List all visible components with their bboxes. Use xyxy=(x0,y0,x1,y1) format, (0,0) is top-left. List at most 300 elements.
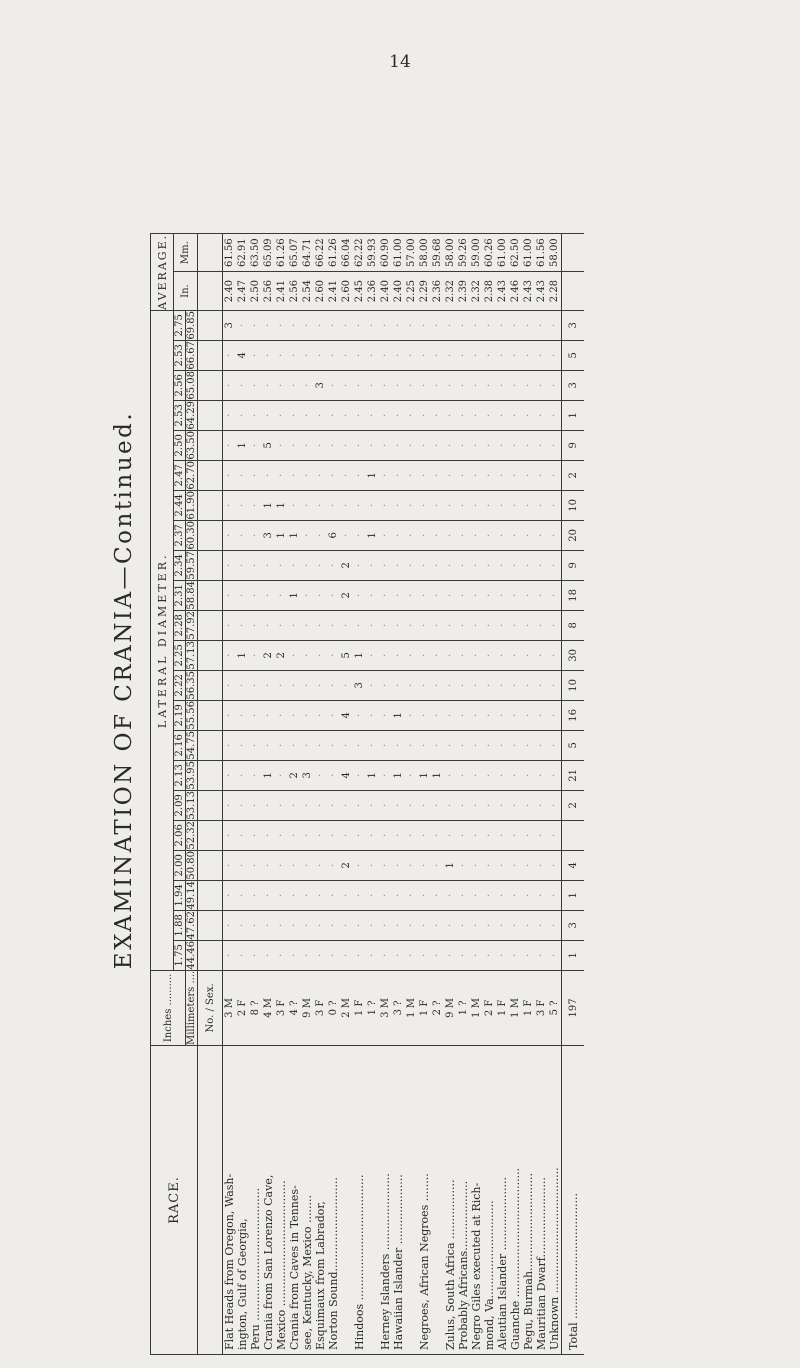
count-cell: · xyxy=(288,490,301,520)
count-cell: · xyxy=(236,550,249,580)
count-cell: · xyxy=(314,940,327,970)
count-cell: · xyxy=(457,760,470,790)
row-number: 2 xyxy=(237,1009,248,1017)
mm-tick: 53.95 xyxy=(186,761,197,790)
count-cell: · xyxy=(457,520,470,550)
count-cell: · xyxy=(431,520,444,550)
count-cell: · xyxy=(535,910,548,940)
count-cell: · xyxy=(314,430,327,460)
count-cell: · xyxy=(522,550,535,580)
race-label: Negroes, African Negroes ........ xyxy=(418,1046,431,1355)
total-count xyxy=(562,820,585,850)
count-cell: · xyxy=(509,700,522,730)
inch-tick: 2.25 xyxy=(174,640,186,670)
count-cell: · xyxy=(379,730,392,760)
count-cell: · xyxy=(431,400,444,430)
count-cell: · xyxy=(262,310,275,340)
count-cell: 3 xyxy=(353,670,366,700)
count-cell: · xyxy=(392,910,405,940)
inch-tick: 2.53 xyxy=(174,400,186,430)
sex-header: Sex. xyxy=(204,983,216,1005)
count-cell: · xyxy=(236,700,249,730)
count-cell: · xyxy=(236,880,249,910)
count-cell: · xyxy=(509,940,522,970)
count-cell: · xyxy=(275,760,288,790)
count-cell: · xyxy=(483,730,496,760)
count-cell: 1 xyxy=(366,520,379,550)
count-cell: · xyxy=(431,370,444,400)
count-cell: · xyxy=(327,850,340,880)
count-cell: · xyxy=(327,340,340,370)
mm-tick: 63.50 xyxy=(186,431,197,460)
count-cell: · xyxy=(457,610,470,640)
mm-tick: 56.35 xyxy=(186,671,197,700)
count-cell: · xyxy=(483,790,496,820)
count-cell: · xyxy=(249,430,262,460)
count-cell: · xyxy=(366,910,379,940)
race-label: mond, Va............................ xyxy=(483,1046,496,1355)
spacer-cell xyxy=(198,460,223,490)
mm-tick: 65.08 xyxy=(186,371,197,400)
table-row xyxy=(379,233,392,1354)
count-cell: · xyxy=(522,790,535,820)
table-row xyxy=(275,233,288,1354)
spacer-cell xyxy=(198,820,223,850)
count-cell: · xyxy=(340,340,353,370)
row-number: 3 xyxy=(276,1009,287,1017)
count-cell: · xyxy=(522,580,535,610)
count-cell: · xyxy=(418,940,431,970)
table-row xyxy=(314,233,327,1354)
count-cell: · xyxy=(405,910,418,940)
count-cell: · xyxy=(522,910,535,940)
total-count: 30 xyxy=(562,640,585,670)
count-cell: · xyxy=(444,880,457,910)
count-cell: · xyxy=(314,640,327,670)
count-cell: · xyxy=(366,640,379,670)
count-cell: 4 xyxy=(340,700,353,730)
count-cell: · xyxy=(548,460,562,490)
count-cell: · xyxy=(509,520,522,550)
count-cell: · xyxy=(249,520,262,550)
avg-mm-cell: 61.00 xyxy=(496,233,509,271)
inch-tick: 1.75 xyxy=(174,940,186,970)
spacer-cell xyxy=(198,310,223,340)
count-cell: · xyxy=(223,670,237,700)
count-cell: · xyxy=(275,580,288,610)
count-cell: · xyxy=(444,400,457,430)
count-cell: · xyxy=(301,340,314,370)
count-cell: · xyxy=(327,730,340,760)
count-cell: · xyxy=(223,820,237,850)
count-cell: · xyxy=(262,940,275,970)
avg-in-cell: 2.28 xyxy=(548,272,562,310)
count-cell: · xyxy=(366,370,379,400)
count-cell: · xyxy=(275,400,288,430)
count-cell: · xyxy=(522,400,535,430)
table-row xyxy=(262,233,275,1354)
count-cell: · xyxy=(223,640,237,670)
count-cell: · xyxy=(548,610,562,640)
count-cell: · xyxy=(496,610,509,640)
count-cell: · xyxy=(496,310,509,340)
spacer-cell xyxy=(198,430,223,460)
count-cell: · xyxy=(405,310,418,340)
count-cell: · xyxy=(535,340,548,370)
count-cell: · xyxy=(223,790,237,820)
spacer-cell xyxy=(198,880,223,910)
count-cell: · xyxy=(301,670,314,700)
count-cell: · xyxy=(249,310,262,340)
count-cell: · xyxy=(457,640,470,670)
count-cell: · xyxy=(262,700,275,730)
table-row xyxy=(392,233,405,1354)
count-cell: · xyxy=(288,610,301,640)
count-cell: · xyxy=(418,610,431,640)
total-count: 3 xyxy=(562,910,585,940)
avg-mm-cell: 62.22 xyxy=(353,233,366,271)
count-cell: · xyxy=(431,460,444,490)
count-cell: 1 xyxy=(262,490,275,520)
count-cell: · xyxy=(483,370,496,400)
mm-tick: 58.84 xyxy=(186,581,197,610)
count-cell: · xyxy=(327,760,340,790)
count-cell: · xyxy=(288,460,301,490)
table-row xyxy=(457,233,470,1354)
count-cell: · xyxy=(275,820,288,850)
no-sex-cell xyxy=(366,970,379,1045)
count-cell: · xyxy=(340,490,353,520)
count-cell: · xyxy=(444,610,457,640)
count-cell: · xyxy=(223,430,237,460)
count-cell: · xyxy=(301,850,314,880)
avg-mm-cell: 59.68 xyxy=(431,233,444,271)
count-cell: · xyxy=(509,430,522,460)
count-cell: 3 xyxy=(314,370,327,400)
table-row xyxy=(509,233,522,1354)
race-header: RACE. xyxy=(151,1046,198,1355)
count-cell: · xyxy=(353,340,366,370)
count-cell: · xyxy=(535,700,548,730)
mm-tick: 62.70 xyxy=(186,461,197,490)
mm-tick: 44.46 xyxy=(186,941,197,970)
count-cell: · xyxy=(405,490,418,520)
count-cell: · xyxy=(288,730,301,760)
row-sex: M xyxy=(224,998,235,1009)
count-cell: · xyxy=(444,370,457,400)
count-cell: · xyxy=(509,400,522,430)
count-cell: · xyxy=(548,820,562,850)
count-cell: · xyxy=(288,400,301,430)
count-cell: · xyxy=(483,310,496,340)
count-cell: · xyxy=(301,610,314,640)
count-cell: · xyxy=(366,790,379,820)
row-sex: M xyxy=(510,998,521,1009)
spacer-cell xyxy=(198,520,223,550)
count-cell: · xyxy=(353,310,366,340)
count-cell: · xyxy=(327,700,340,730)
row-sex: M xyxy=(263,998,274,1009)
spacer-cell xyxy=(198,760,223,790)
count-cell: · xyxy=(223,730,237,760)
count-cell: · xyxy=(444,580,457,610)
count-cell: · xyxy=(392,850,405,880)
count-cell: · xyxy=(249,700,262,730)
count-cell: · xyxy=(496,820,509,850)
row-sex: M xyxy=(302,998,313,1009)
no-sex-cell xyxy=(314,970,327,1045)
count-cell: · xyxy=(223,400,237,430)
count-cell: · xyxy=(301,550,314,580)
count-cell: · xyxy=(249,580,262,610)
count-cell: · xyxy=(418,670,431,700)
race-label: Aleutian Islander ..................... xyxy=(496,1046,509,1355)
count-cell: · xyxy=(288,880,301,910)
count-cell: · xyxy=(379,340,392,370)
row-sex: ? xyxy=(289,1000,300,1006)
row-number: 8 xyxy=(250,1009,261,1016)
count-cell: · xyxy=(483,880,496,910)
count-cell: · xyxy=(249,460,262,490)
total-count: 16 xyxy=(562,700,585,730)
count-cell: · xyxy=(522,640,535,670)
mm-tick: 60.30 xyxy=(186,521,197,550)
count-cell: 1 xyxy=(431,760,444,790)
count-cell: · xyxy=(535,820,548,850)
no-sex-cell xyxy=(405,970,418,1045)
count-cell: · xyxy=(353,910,366,940)
avg-in-cell: 2.41 xyxy=(275,272,288,310)
count-cell: · xyxy=(327,610,340,640)
avg-mm-cell: 57.00 xyxy=(405,233,418,271)
count-cell: · xyxy=(223,550,237,580)
count-cell: · xyxy=(470,850,483,880)
avg-mm-cell: 65.09 xyxy=(262,233,275,271)
count-cell: · xyxy=(535,580,548,610)
count-cell: · xyxy=(288,310,301,340)
count-cell: · xyxy=(379,490,392,520)
race-label: Peru ...................................... xyxy=(249,1046,262,1355)
count-cell: · xyxy=(327,430,340,460)
count-cell: · xyxy=(457,880,470,910)
count-cell: · xyxy=(457,850,470,880)
count-cell: · xyxy=(470,460,483,490)
row-sex: ? xyxy=(432,1000,443,1006)
count-cell: · xyxy=(392,610,405,640)
race-label: Hindoos .................................... xyxy=(353,1046,366,1355)
count-cell: · xyxy=(483,400,496,430)
count-cell: · xyxy=(418,370,431,400)
count-cell: · xyxy=(301,640,314,670)
count-cell: · xyxy=(470,520,483,550)
count-cell: 2 xyxy=(288,760,301,790)
count-cell: · xyxy=(470,490,483,520)
count-cell: · xyxy=(405,880,418,910)
spacer-cell xyxy=(198,340,223,370)
table-row xyxy=(353,233,366,1354)
count-cell: · xyxy=(535,460,548,490)
count-cell: · xyxy=(509,370,522,400)
no-sex-cell xyxy=(236,970,249,1045)
count-cell: · xyxy=(379,910,392,940)
count-cell: · xyxy=(379,610,392,640)
count-cell: · xyxy=(496,580,509,610)
count-cell: · xyxy=(444,910,457,940)
avg-in-header: In. xyxy=(174,272,198,310)
count-cell: · xyxy=(509,790,522,820)
mm-tick: 66.67 xyxy=(186,341,197,370)
count-cell: · xyxy=(392,370,405,400)
inch-tick: 2.50 xyxy=(174,430,186,460)
count-cell: · xyxy=(509,670,522,700)
count-cell: · xyxy=(535,730,548,760)
count-cell: · xyxy=(470,790,483,820)
count-cell: · xyxy=(418,790,431,820)
count-cell: · xyxy=(392,640,405,670)
row-sex: ? xyxy=(250,1000,261,1006)
race-label xyxy=(405,1046,418,1355)
no-sex-cell xyxy=(548,970,562,1045)
avg-mm-cell: 60.26 xyxy=(483,233,496,271)
avg-in-cell: 2.36 xyxy=(431,272,444,310)
row-sex: M xyxy=(341,998,352,1009)
row-number: 1 xyxy=(510,1011,521,1018)
count-cell: · xyxy=(366,670,379,700)
no-sex-cell xyxy=(509,970,522,1045)
count-cell: · xyxy=(236,910,249,940)
spacer-cell xyxy=(198,670,223,700)
row-number: 4 xyxy=(263,1011,274,1018)
avg-mm-cell: 66.04 xyxy=(340,233,353,271)
count-cell: · xyxy=(340,370,353,400)
count-cell: · xyxy=(301,400,314,430)
count-cell: · xyxy=(548,520,562,550)
count-cell: · xyxy=(405,700,418,730)
count-cell: · xyxy=(418,310,431,340)
count-cell: · xyxy=(249,790,262,820)
count-cell: · xyxy=(366,340,379,370)
count-cell: · xyxy=(223,940,237,970)
count-cell: · xyxy=(470,430,483,460)
row-sex: F xyxy=(354,999,365,1007)
count-cell: · xyxy=(535,850,548,880)
count-cell: · xyxy=(483,670,496,700)
count-cell: · xyxy=(353,850,366,880)
count-cell: · xyxy=(496,550,509,580)
row-number: 1 xyxy=(354,1009,365,1017)
count-cell: 3 xyxy=(301,760,314,790)
count-cell: · xyxy=(405,670,418,700)
race-label: Negro Giles executed at Rich- xyxy=(470,1046,483,1355)
count-cell: · xyxy=(327,670,340,700)
count-cell: · xyxy=(392,430,405,460)
count-cell: · xyxy=(366,850,379,880)
avg-mm-cell: 61.56 xyxy=(223,233,237,271)
count-cell: · xyxy=(392,340,405,370)
row-number: 0 xyxy=(328,1009,339,1016)
count-cell: · xyxy=(249,940,262,970)
race-label: Pegu, Burmah............................ xyxy=(522,1046,535,1355)
count-cell: · xyxy=(483,430,496,460)
count-cell: 1 xyxy=(275,490,288,520)
count-cell: · xyxy=(457,790,470,820)
table-row xyxy=(288,233,301,1354)
count-cell: · xyxy=(522,760,535,790)
table-body xyxy=(198,233,585,1354)
count-cell: · xyxy=(262,790,275,820)
total-count: 5 xyxy=(562,730,585,760)
count-cell: 4 xyxy=(236,340,249,370)
count-cell: · xyxy=(249,370,262,400)
count-cell: · xyxy=(327,820,340,850)
count-cell: · xyxy=(353,610,366,640)
count-cell: · xyxy=(405,340,418,370)
count-cell: · xyxy=(301,910,314,940)
count-cell: · xyxy=(522,310,535,340)
count-cell: · xyxy=(548,550,562,580)
count-cell: · xyxy=(509,460,522,490)
no-sex-cell xyxy=(431,970,444,1045)
count-cell: · xyxy=(327,370,340,400)
count-cell: · xyxy=(548,760,562,790)
count-cell: · xyxy=(301,790,314,820)
count-cell: · xyxy=(444,730,457,760)
count-cell: · xyxy=(483,610,496,640)
count-cell: 1 xyxy=(392,760,405,790)
count-cell: · xyxy=(249,610,262,640)
no-sex-cell xyxy=(223,970,237,1045)
mm-tick: 50.80 xyxy=(186,851,197,880)
avg-mm-cell: 65.07 xyxy=(288,233,301,271)
count-cell: · xyxy=(275,550,288,580)
count-cell: · xyxy=(509,850,522,880)
count-cell: · xyxy=(470,580,483,610)
count-cell: · xyxy=(353,580,366,610)
count-cell: · xyxy=(327,550,340,580)
count-cell: · xyxy=(301,310,314,340)
count-cell: 2 xyxy=(340,850,353,880)
count-cell: · xyxy=(288,550,301,580)
count-cell: · xyxy=(470,310,483,340)
race-label: ington, Gulf of Georgia, xyxy=(236,1046,249,1355)
count-cell: · xyxy=(236,520,249,550)
race-label: Crania from Caves in Tennes- xyxy=(288,1046,301,1355)
inch-tick: 1.94 xyxy=(174,880,186,910)
count-cell: · xyxy=(366,700,379,730)
count-cell: · xyxy=(431,850,444,880)
count-cell: · xyxy=(470,820,483,850)
count-cell: · xyxy=(327,790,340,820)
count-cell: · xyxy=(522,520,535,550)
count-cell: · xyxy=(444,940,457,970)
inch-tick: 2.22 xyxy=(174,670,186,700)
count-cell: · xyxy=(327,580,340,610)
count-cell: 1 xyxy=(366,760,379,790)
count-cell: 1 xyxy=(444,850,457,880)
count-cell: · xyxy=(249,760,262,790)
count-cell: · xyxy=(366,820,379,850)
count-cell: · xyxy=(444,670,457,700)
count-cell: · xyxy=(509,610,522,640)
count-cell: · xyxy=(405,460,418,490)
count-cell: · xyxy=(457,820,470,850)
count-cell: · xyxy=(431,580,444,610)
count-cell: · xyxy=(379,640,392,670)
count-cell: · xyxy=(301,730,314,760)
avg-mm-cell: 62.50 xyxy=(509,233,522,271)
avg-in-cell: 2.56 xyxy=(288,272,301,310)
count-cell: · xyxy=(509,580,522,610)
